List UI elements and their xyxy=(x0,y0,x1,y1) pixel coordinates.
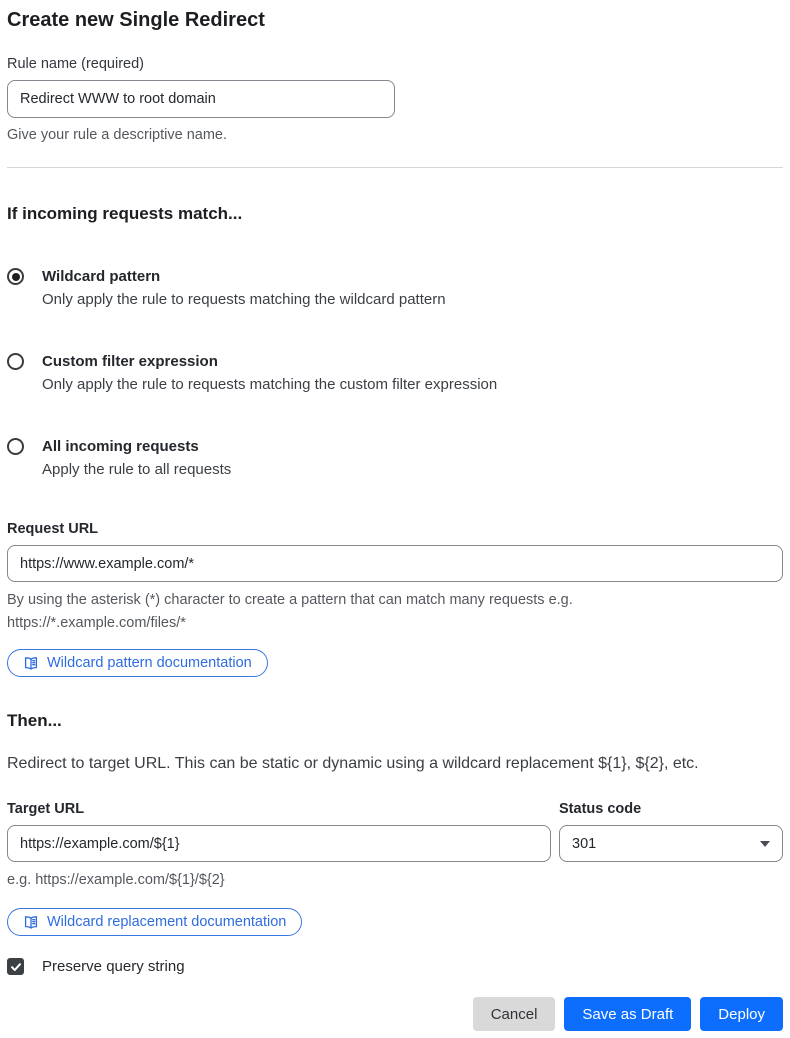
footer-actions xyxy=(7,997,783,1031)
preserve-query-label: Preserve query string xyxy=(42,958,185,975)
rule-name-helper: Give your rule a descriptive name. xyxy=(7,127,228,143)
radio-option-custom-filter[interactable] xyxy=(7,351,783,396)
radio-option-all-requests[interactable] xyxy=(7,436,783,481)
custom-filter-radio[interactable] xyxy=(7,353,24,370)
request-url-helper-line2: https://*.example.com/files/* xyxy=(7,615,186,631)
target-url-label: Target URL xyxy=(7,801,85,817)
then-section-heading: Then... xyxy=(7,711,62,730)
radio-label: Wildcard pattern xyxy=(42,268,161,285)
radio-description: Only apply the rule to requests matching the custom filter expression xyxy=(42,376,498,393)
radio-label: All incoming requests xyxy=(42,438,199,455)
book-icon xyxy=(23,656,39,671)
match-section-heading: If incoming requests match... xyxy=(7,204,243,223)
radio-option-wildcard-pattern[interactable] xyxy=(7,266,783,311)
rule-name-label: Rule name (required) xyxy=(7,56,145,72)
rule-name-input[interactable] xyxy=(7,80,395,118)
chevron-down-icon xyxy=(760,841,770,847)
status-code-select[interactable] xyxy=(559,825,783,862)
doc-button-label: Wildcard pattern documentation xyxy=(47,655,252,671)
target-url-input[interactable] xyxy=(7,825,551,862)
save-as-draft-button[interactable]: Save as Draft xyxy=(564,997,691,1031)
all-requests-radio[interactable] xyxy=(7,438,24,455)
page-title: Create new Single Redirect xyxy=(7,9,265,31)
radio-description: Apply the rule to all requests xyxy=(42,461,232,478)
wildcard-replacement-docs-button[interactable] xyxy=(7,908,302,936)
doc-button-label: Wildcard replacement documentation xyxy=(47,914,287,930)
request-url-helper-line1: By using the asterisk (*) character to create a pattern that can match many requests e.g. xyxy=(7,592,573,608)
radio-description: Only apply the rule to requests matching the wildcard pattern xyxy=(42,291,446,308)
deploy-button[interactable]: Deploy xyxy=(700,997,783,1031)
preserve-query-checkbox[interactable] xyxy=(7,958,24,975)
request-url-input[interactable] xyxy=(7,545,783,582)
cancel-button[interactable]: Cancel xyxy=(473,997,556,1031)
status-code-label: Status code xyxy=(559,801,642,817)
book-icon xyxy=(23,915,39,930)
preserve-query-row[interactable] xyxy=(7,958,783,975)
status-code-value: 301 xyxy=(572,835,597,852)
wildcard-pattern-docs-button[interactable] xyxy=(7,649,268,677)
then-description: Redirect to target URL. This can be static or dynamic using a wildcard replacement ${1}, ${2}, etc. xyxy=(7,755,699,772)
radio-label: Custom filter expression xyxy=(42,353,218,370)
wildcard-pattern-radio[interactable] xyxy=(7,268,24,285)
section-divider xyxy=(7,167,783,168)
request-url-label: Request URL xyxy=(7,521,99,537)
request-url-helper xyxy=(7,589,783,635)
target-status-row xyxy=(7,799,783,892)
target-url-helper: e.g. https://example.com/${1}/${2} xyxy=(7,872,225,888)
